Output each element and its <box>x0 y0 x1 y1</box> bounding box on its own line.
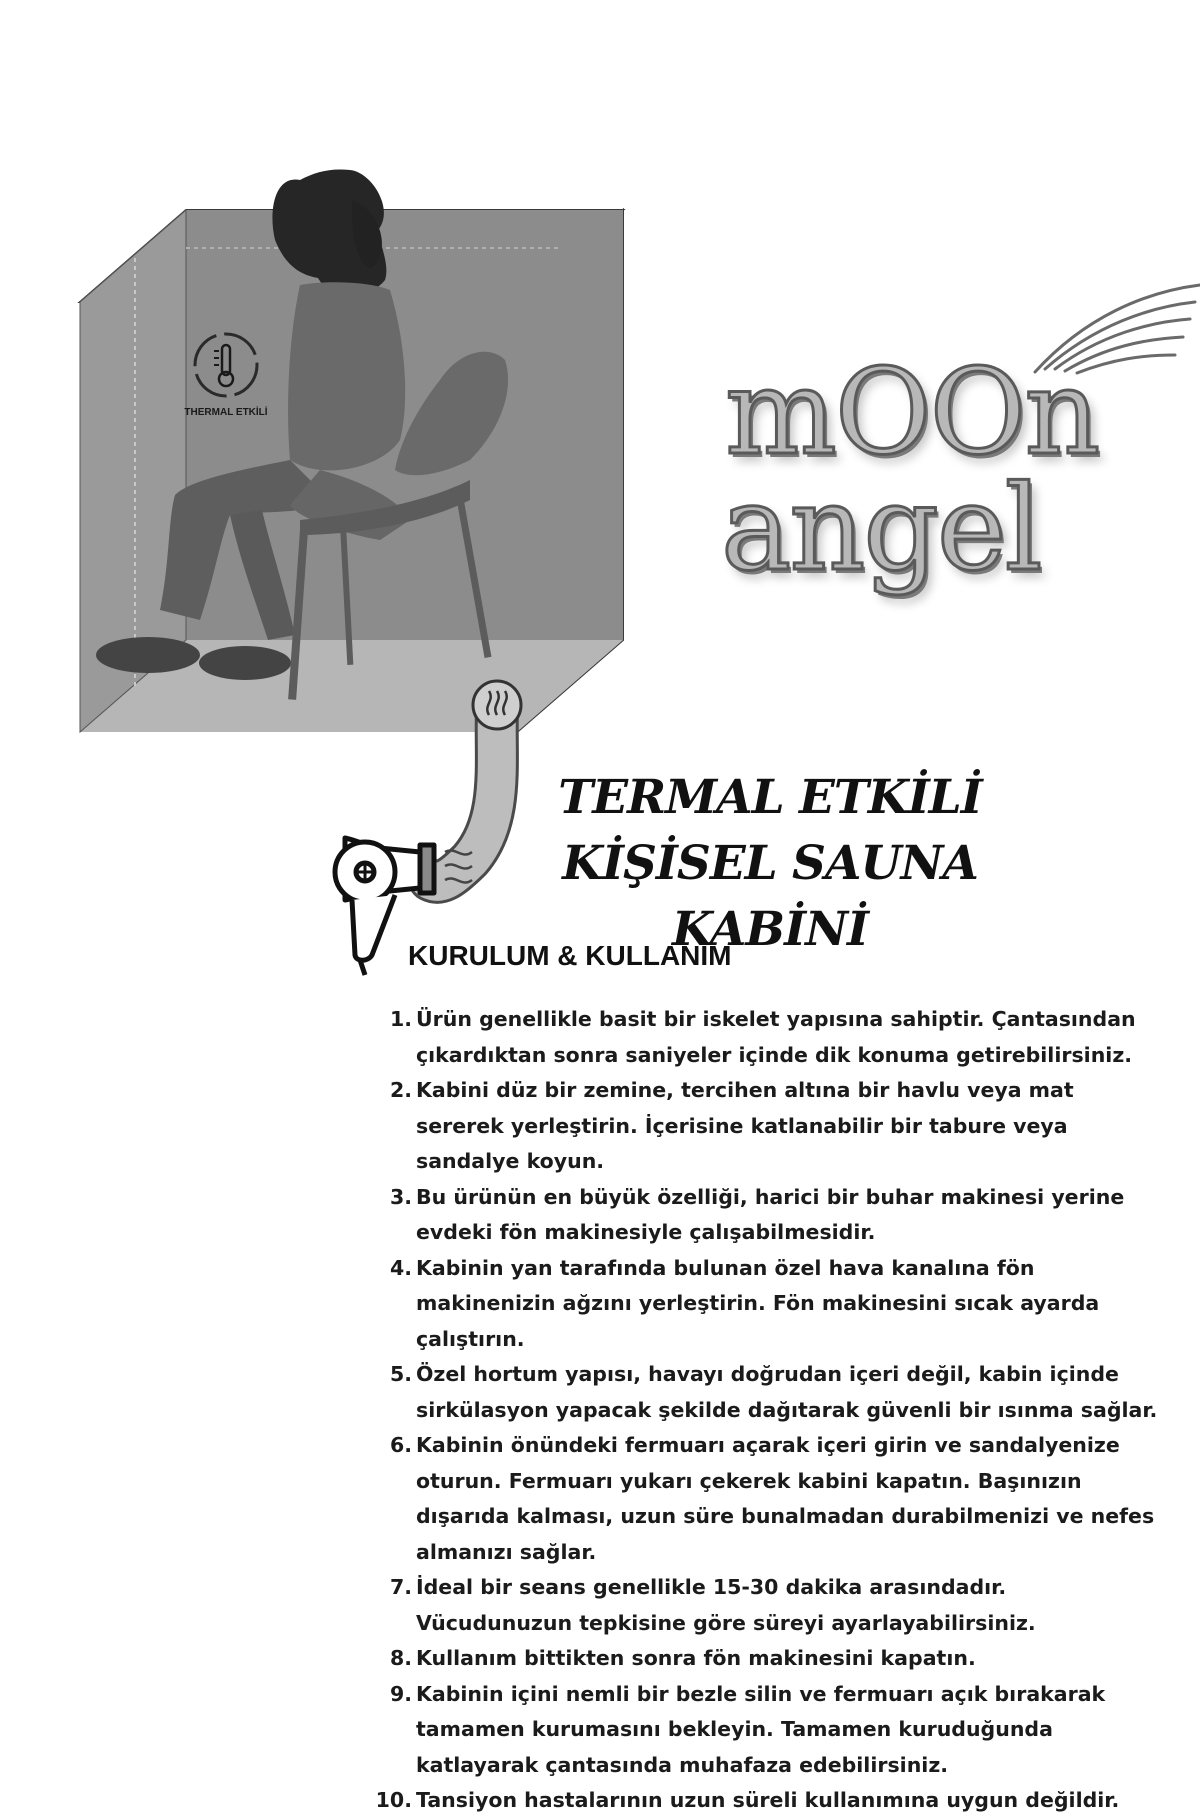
step-text: Kabinin içini nemli bir bezle silin ve fermuarı açık bırakarak tamamen kurumasını bekleyin. Tamamen kuruduğunda katlayarak çantasında muhafaza edebilirsiniz. <box>416 1681 1106 1777</box>
step-text: Özel hortum yapısı, havayı doğrudan içeri değil, kabin içinde sirkülasyon yapacak şekilde dağıtarak güvenli bir ısınma sağlar. <box>416 1362 1158 1422</box>
list-item <box>372 1180 1162 1251</box>
list-item <box>372 1002 1162 1073</box>
thermal-badge-label: THERMAL ETKİLİ <box>184 407 268 418</box>
step-number: 1. <box>389 1007 412 1031</box>
list-item <box>372 1570 1162 1641</box>
step-text: Kabinin önündeki fermuarı açarak içeri girin ve sandalyenize oturun. Fermuarı yukarı çekerek kabini kapatın. Başınızın dışarıda kalması, uzun süre bunalmadan durabilmenizi ve nefes almanızı sağlar. <box>416 1433 1155 1564</box>
step-number: 2. <box>389 1078 412 1102</box>
step-text: Kabinin yan tarafında bulunan özel hava kanalına fön makinenizin ağzını yerleştirin. Fön makinesini sıcak ayarda çalıştırın. <box>416 1255 1100 1351</box>
step-text: Kabini düz bir zemine, tercihen altına bir havlu veya mat sererek yerleştirin. İçerisine katlanabilir bir tabure veya sandalye koyun. <box>416 1078 1074 1173</box>
step-number: 7. <box>389 1575 412 1599</box>
wing-icon <box>1025 277 1200 377</box>
list-item <box>372 1783 1162 1819</box>
step-number: 6. <box>389 1433 412 1457</box>
brand-logo <box>721 343 1165 597</box>
step-number: 4. <box>389 1255 412 1280</box>
step-number: 10. <box>375 1788 412 1812</box>
step-text: Kullanım bittikten sonra fön makinesini kapatın. <box>416 1646 976 1670</box>
list-item <box>372 1251 1162 1358</box>
step-text: İdeal bir seans genellikle 15-30 dakika arasındadır. Vücudunuzun tepkisine göre süreyi ayarlayabilirsiniz. <box>416 1575 1036 1635</box>
step-number: 3. <box>389 1184 412 1209</box>
list-item <box>372 1357 1162 1428</box>
title-line-1: TERMAL ETKİLİ <box>558 770 982 825</box>
list-item <box>372 1677 1162 1784</box>
step-number: 9. <box>389 1681 412 1706</box>
step-text: Tansiyon hastalarının uzun süreli kullanımına uygun değildir. <box>416 1788 1120 1812</box>
list-item <box>372 1073 1162 1180</box>
step-text: Bu ürünün en büyük özelliği, harici bir buhar makinesi yerine evdeki fön makinesiyle çalışabilmesidir. <box>416 1184 1125 1244</box>
list-item <box>372 1428 1162 1570</box>
instruction-list <box>372 1002 1162 1819</box>
steam-icon <box>473 681 521 729</box>
brand-line-2: angel <box>721 458 1041 597</box>
list-item <box>372 1641 1162 1677</box>
product-title <box>470 765 1070 963</box>
brand-line-1: mO⁠On <box>725 343 1099 481</box>
step-number: 5. <box>389 1362 412 1386</box>
step-text: Ürün genellikle basit bir iskelet yapısına sahiptir. Çantasından çıkardıktan sonra saniyeler içinde dik konuma getirebilirsiniz. <box>416 1007 1136 1067</box>
step-number: 8. <box>389 1646 412 1670</box>
title-line-2: KİŞİSEL SAUNA KABİNİ <box>562 836 978 957</box>
section-heading: KURULUM & KULLANIM <box>408 940 732 971</box>
